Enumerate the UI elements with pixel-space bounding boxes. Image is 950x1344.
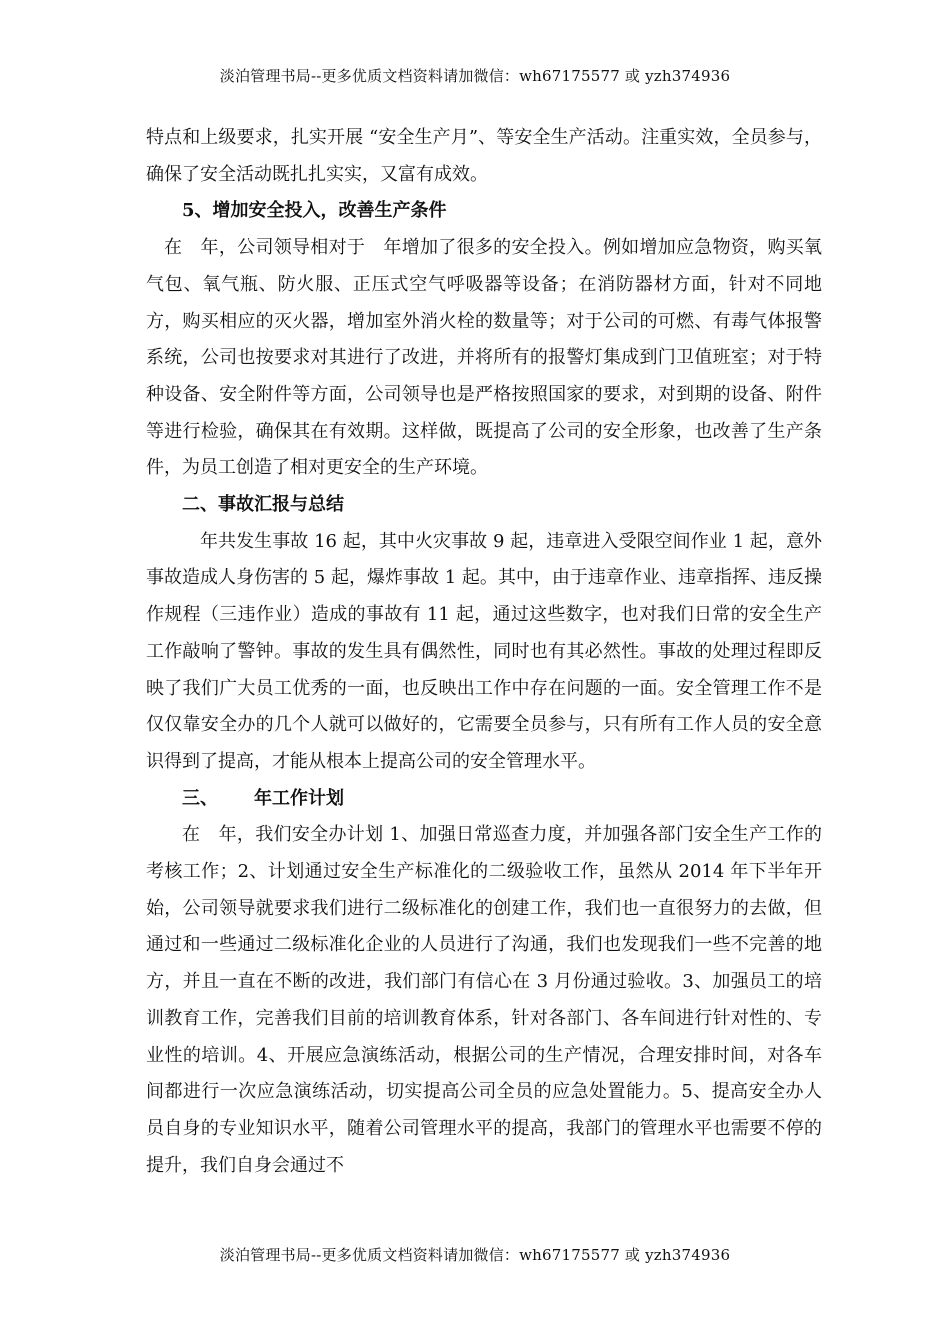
text-segment: 年，公司领导相对于 (200, 237, 366, 259)
heading-text: 年工作计划 (254, 787, 344, 809)
heading-increase-safety-investment: 5、增加安全投入，改善生产条件 (182, 200, 447, 222)
text-segment: 年增加了很多的安全投入。例如增加应急物资，购买氧气包、氧气瓶、防火服、正压式空气呼吸器等设备；在消防器材方面，针对不同地方，购买相应的灭火器，增加室外消火栓的数量等；对于公司的可燃、有毒气体报警系统，公司也按要求对其进行了改进，并将所有的报警灯集成到门卫值班室；对于特种设备、安全附件等方面，公司领导也是严格按照国家的要求，对到期的设备、附件等进行检验，确保其在有效期。这样做，既提高了公司的安全形象，也改善了生产条件，为员工创造了相对更安全的生产环境。 (146, 237, 823, 479)
document-body (146, 120, 822, 1184)
heading-work-plan (146, 781, 822, 818)
paragraph-work-plan (146, 817, 822, 1184)
heading-accident-summary: 二、事故汇报与总结 (182, 494, 344, 516)
heading-number: 三、 (182, 787, 218, 809)
text-segment: 年，我们安全办计划 1、加强日常巡查力度，并加强各部门安全生产工作的考核工作；2、计划通过安全生产标准化的二级验收工作，虽然从 2014 年下半年开始，公司领导就要求我们进行二级标准化的创建工作，我们也一直很努力的去做，但通过和一些通过二级标准化企业的人员进行了沟通，我们也发现我们一些不完善的地方，并且一直在不断的改进，我们部门有信心在 3 月份通过验收。3、加强员工的培训教育工作，完善我们目前的培训教育体系，针对各部门、各车间进行针对性的、专业性的培训。4、开展应急演练活动，根据公司的生产情况，合理安排时间，对各车间都进行一次应急演练活动，切实提高公司全员的应急处置能力。5、提高安全办人员自身的专业知识水平，随着公司管理水平的提高，我部门的管理水平也需要不停的提升，我们自身会通过不 (146, 824, 823, 1176)
text-segment: 在 (182, 824, 201, 846)
text-segment: 在 (164, 237, 183, 259)
page-header: 淡泊管理书局--更多优质文档资料请加微信：wh67175577 或 yzh374936 (219, 67, 731, 85)
paragraph-accident-summary: 年共发生事故 16 起，其中火灾事故 9 起，违章进入受限空间作业 1 起，意外事故造成人身伤害的 5 起，爆炸事故 1 起。其中，由于违章作业、违章指挥、违反操作规程（三违作业）造成的事故有 11 起，通过这些数字，也对我们日常的安全生产工作敲响了警钟。事故的发生具有偶然性，同时也有其必然性。事故的处理过程即反映了我们广大员工优秀的一面，也反映出工作中存在问题的一面。安全管理工作不是仅仅靠安全办的几个人就可以做好的，它需要全员参与，只有所有工作人员的安全意识得到了提高，才能从根本上提高公司的安全管理水平。 (146, 530, 822, 772)
page-footer: 淡泊管理书局--更多优质文档资料请加微信：wh67175577 或 yzh374936 (219, 1246, 731, 1264)
paragraph-safety-investment (146, 230, 822, 487)
paragraph-continued: 特点和上级要求，扎实开展 “安全生产月”、等安全生产活动。注重实效，全员参与，确保了安全活动既扎扎实实，又富有成效。 (146, 127, 822, 185)
